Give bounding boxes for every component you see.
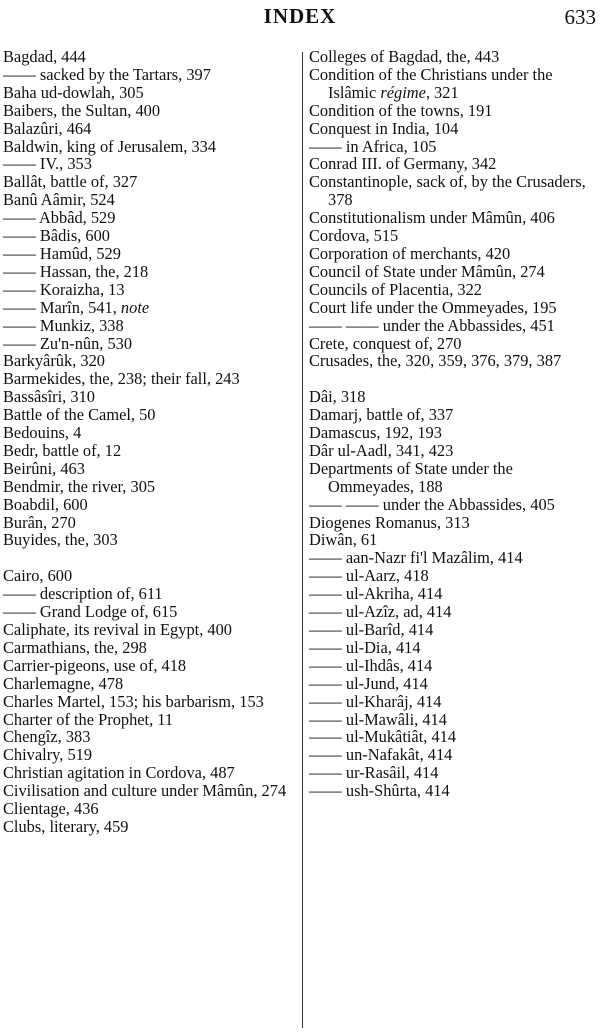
index-entry-text: —— Koraizha, 13 xyxy=(3,279,125,299)
index-entry xyxy=(3,388,296,406)
index-entry-text: Corporation of merchants, 420 xyxy=(309,243,511,263)
index-entry xyxy=(3,370,296,388)
index-entry-text: —— un-Nafakât, 414 xyxy=(309,745,453,765)
index-entry-text: Charlemagne, 478 xyxy=(3,673,124,693)
index-entry-text: —— —— under the Abbassides, 405 xyxy=(309,494,555,514)
index-entry xyxy=(3,782,296,800)
index-entry xyxy=(3,818,296,836)
index-entry-text: Crusades, the, 320, 359, 376, 379, 387 xyxy=(309,351,562,371)
index-entry xyxy=(3,281,296,299)
index-entry xyxy=(309,406,600,424)
index-entry-text: Constantinople, sack of, by the Crusaders, 378 xyxy=(309,172,586,210)
index-entry xyxy=(3,299,296,317)
index-entry-text: Carmathians, the, 298 xyxy=(3,637,147,657)
index-entry xyxy=(3,514,296,532)
index-entry xyxy=(309,442,600,460)
index-entry-text: Dâr ul-Aadl, 341, 423 xyxy=(309,440,454,460)
index-entry xyxy=(3,66,296,84)
index-entry-text: Ballât, battle of, 327 xyxy=(3,172,138,192)
index-entry-text: Battle of the Camel, 50 xyxy=(3,405,156,425)
index-entry xyxy=(309,120,600,138)
index-entry-text: Caliphate, its revival in Egypt, 400 xyxy=(3,619,232,639)
index-entry-text: —— Grand Lodge of, 615 xyxy=(3,602,178,622)
index-entry xyxy=(309,281,600,299)
index-entry xyxy=(3,209,296,227)
index-entry-text: —— aan-Nazr fi'l Mazâlim, 414 xyxy=(309,548,523,568)
index-entry xyxy=(309,711,600,729)
index-entry-text: Bendmir, the river, 305 xyxy=(3,476,156,496)
index-entry-text: —— —— under the Abbassides, 451 xyxy=(309,315,555,335)
index-entry xyxy=(3,352,296,370)
index-column-left xyxy=(3,48,296,836)
index-entry-text: Court life under the Ommeyades, 195 xyxy=(309,297,557,317)
index-entry xyxy=(3,728,296,746)
index-entry xyxy=(309,66,600,102)
index-entry xyxy=(309,621,600,639)
index-entry-text: Bedr, battle of, 12 xyxy=(3,440,122,460)
index-entry xyxy=(309,782,600,800)
index-entry xyxy=(3,603,296,621)
index-entry xyxy=(3,711,296,729)
index-entry xyxy=(3,460,296,478)
index-entry-text: —— Munkiz, 338 xyxy=(3,315,124,335)
index-entry xyxy=(3,531,296,549)
index-entry xyxy=(3,675,296,693)
index-entry-text: Barkyârûk, 320 xyxy=(3,351,105,371)
index-entry-text: —— ul-Kharâj, 414 xyxy=(309,691,442,711)
index-entry-text: —— Bâdis, 600 xyxy=(3,226,110,246)
index-entry-text: —— description of, 611 xyxy=(3,584,163,604)
index-entry-text: Carrier-pigeons, use of, 418 xyxy=(3,655,187,675)
index-entry-text: —— ul-Azîz, ad, 414 xyxy=(309,602,452,622)
index-entry xyxy=(3,424,296,442)
index-entry-text: Cairo, 600 xyxy=(3,566,73,586)
index-entry-text: Boabdil, 600 xyxy=(3,494,88,514)
index-entry xyxy=(3,478,296,496)
index-entry xyxy=(3,191,296,209)
index-entry-text: Bedouins, 4 xyxy=(3,423,82,443)
index-entry xyxy=(309,227,600,245)
index-entry xyxy=(309,728,600,746)
index-entry xyxy=(309,155,600,173)
index-entry xyxy=(309,460,600,496)
index-entry xyxy=(3,120,296,138)
index-entry xyxy=(3,800,296,818)
index-entry-text: Diwân, 61 xyxy=(309,530,378,550)
index-entry xyxy=(309,209,600,227)
index-entry-text: —— ul-Mawâli, 414 xyxy=(309,709,447,729)
page-number: 633 xyxy=(564,5,596,29)
index-entry-text: —— sacked by the Tartars, 397 xyxy=(3,64,211,84)
index-entry xyxy=(309,263,600,281)
index-entry xyxy=(309,388,600,406)
index-entry xyxy=(3,567,296,585)
index-entry xyxy=(309,173,600,209)
index-entry xyxy=(309,299,600,317)
index-entry xyxy=(3,245,296,263)
index-entry-text: —— ul-Barîd, 414 xyxy=(309,619,434,639)
index-entry xyxy=(309,603,600,621)
index-entry-text: Bagdad, 444 xyxy=(3,47,86,66)
index-entry xyxy=(309,675,600,693)
index-entry xyxy=(309,764,600,782)
index-entry-text: Barmekides, the, 238; their fall, 243 xyxy=(3,369,240,389)
index-entry-text: Civilisation and culture under Mâmûn, 274 xyxy=(3,781,287,801)
index-entry xyxy=(3,764,296,782)
index-entry xyxy=(309,245,600,263)
index-entry-text: Charter of the Prophet, 11 xyxy=(3,709,174,729)
index-entry xyxy=(309,657,600,675)
index-column-right xyxy=(309,48,600,800)
index-entry-text: Councils of Placentia, 322 xyxy=(309,279,482,299)
index-entry-text: —— Abbâd, 529 xyxy=(3,208,116,228)
index-entry xyxy=(3,621,296,639)
index-entry xyxy=(3,263,296,281)
index-entry-text: —— Zu'n-nûn, 530 xyxy=(3,333,133,353)
index-entry-text: —— ul-Akriha, 414 xyxy=(309,584,443,604)
index-entry xyxy=(309,424,600,442)
index-entry xyxy=(3,48,296,66)
column-divider xyxy=(302,52,303,1028)
index-entry xyxy=(309,531,600,549)
index-entry xyxy=(309,549,600,567)
index-entry xyxy=(309,514,600,532)
index-entry-text: —— ush-Shûrta, 414 xyxy=(309,781,450,801)
index-entry-text: —— ur-Rasâil, 414 xyxy=(309,763,439,783)
index-entry xyxy=(3,155,296,173)
index-entry-text: Chivalry, 519 xyxy=(3,745,93,765)
page-title: INDEX xyxy=(263,4,337,28)
index-entry-text: Baha ud-dowlah, 305 xyxy=(3,82,144,102)
index-entry xyxy=(309,138,600,156)
index-entry-text: Condition of the towns, 191 xyxy=(309,100,493,120)
index-entry-text: —— IV., 353 xyxy=(3,154,92,174)
index-entry-text: Condition of the Christians under the Islâmic xyxy=(309,64,553,102)
index-entry-text: —— ul-Aarz, 418 xyxy=(309,566,429,586)
index-entry xyxy=(3,102,296,120)
index-entry xyxy=(3,84,296,102)
index-entry-text: —— Hamûd, 529 xyxy=(3,243,121,263)
index-entry-text: Council of State under Mâmûn, 274 xyxy=(309,261,545,281)
index-entry-text: Balazûri, 464 xyxy=(3,118,92,138)
index-entry-text: Damarj, battle of, 337 xyxy=(309,405,454,425)
index-entry-text: Beirûni, 463 xyxy=(3,458,85,478)
index-entry xyxy=(309,567,600,585)
index-entry-text: Banû Aâmir, 524 xyxy=(3,190,115,210)
index-entry-note: note xyxy=(120,297,150,317)
index-entry-text: Dâi, 318 xyxy=(309,387,366,407)
index-entry-text: Bassâsîri, 310 xyxy=(3,387,95,407)
index-entry-text: —— Hassan, the, 218 xyxy=(3,261,149,281)
index-entry xyxy=(3,496,296,514)
index-entry-text: Christian agitation in Cordova, 487 xyxy=(3,763,235,783)
index-entry xyxy=(3,746,296,764)
index-entry-text: Baibers, the Sultan, 400 xyxy=(3,100,161,120)
index-entry-text: Buyides, the, 303 xyxy=(3,530,118,550)
index-entry xyxy=(3,138,296,156)
index-entry-text: Clubs, literary, 459 xyxy=(3,816,129,836)
index-entry-text: Charles Martel, 153; his barbarism, 153 xyxy=(3,691,264,711)
index-entry xyxy=(3,335,296,353)
index-entry-text: Burân, 270 xyxy=(3,512,76,532)
index-entry-text: Cordova, 515 xyxy=(309,226,399,246)
index-entry-text: Chengîz, 383 xyxy=(3,727,91,747)
index-entry xyxy=(3,639,296,657)
index-entry-text: Baldwin, king of Jerusalem, 334 xyxy=(3,136,217,156)
index-entry-text: Constitutionalism under Mâmûn, 406 xyxy=(309,208,555,228)
index-entry xyxy=(3,442,296,460)
index-entry xyxy=(3,693,296,711)
index-entry-text: —— ul-Mukâtiât, 414 xyxy=(309,727,457,747)
index-entry xyxy=(309,746,600,764)
index-entry-text: —— ul-Jund, 414 xyxy=(309,673,428,693)
index-entry xyxy=(3,585,296,603)
index-entry-text: Colleges of Bagdad, the, 443 xyxy=(309,47,500,66)
index-entry-text: —— in Africa, 105 xyxy=(309,136,437,156)
index-entry-text: Diogenes Romanus, 313 xyxy=(309,512,470,532)
index-entry xyxy=(3,657,296,675)
index-entry xyxy=(309,693,600,711)
index-entry-text: —— Marîn, 541, xyxy=(3,297,121,317)
index-entry xyxy=(3,406,296,424)
index-entry-text: , 321 xyxy=(425,82,459,102)
index-entry-italic: régime xyxy=(380,82,426,102)
index-entry xyxy=(309,317,600,335)
index-entry-text: —— ul-Ihdâs, 414 xyxy=(309,655,433,675)
index-entry xyxy=(309,335,600,353)
index-entry-text: —— ul-Dia, 414 xyxy=(309,637,421,657)
index-entry xyxy=(309,585,600,603)
index-entry-text: Conrad III. of Germany, 342 xyxy=(309,154,497,174)
index-entry xyxy=(309,48,600,66)
page-header xyxy=(0,4,600,34)
index-entry xyxy=(309,639,600,657)
index-entry-text: Conquest in India, 104 xyxy=(309,118,459,138)
index-entry-text: Damascus, 192, 193 xyxy=(309,423,442,443)
index-entry xyxy=(3,227,296,245)
index-entry xyxy=(309,102,600,120)
index-entry xyxy=(309,352,600,370)
index-entry-text: Crete, conquest of, 270 xyxy=(309,333,462,353)
index-entry xyxy=(3,173,296,191)
index-entry-text: Clientage, 436 xyxy=(3,799,99,819)
index-entry-text: Departments of State under the Ommeyades, 188 xyxy=(309,458,513,496)
index-entry xyxy=(309,496,600,514)
index-entry xyxy=(3,317,296,335)
